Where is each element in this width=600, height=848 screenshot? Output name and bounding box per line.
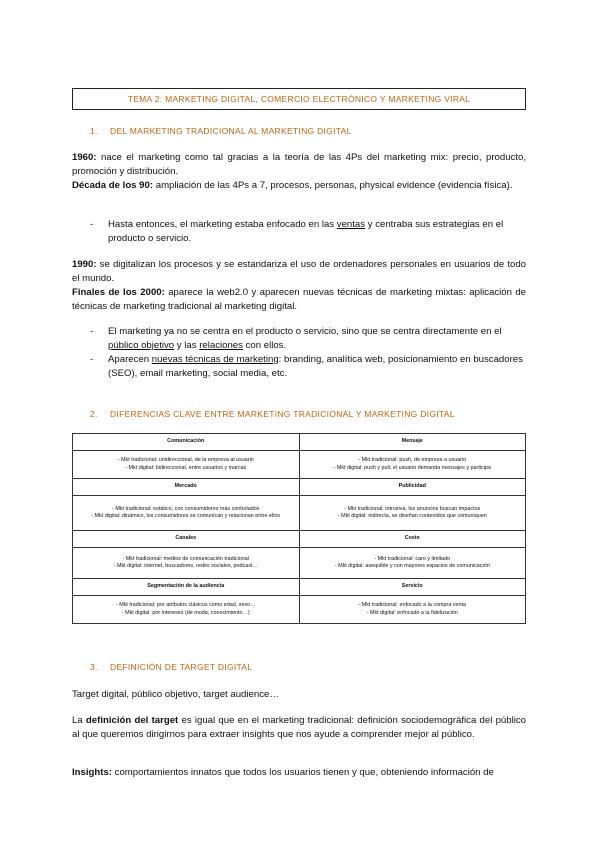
document-title-box [72,88,526,110]
paragraph-target-definition: La definición del target es igual que en el marketing tradicional: definición sociodemográfica del público al que queremos dirigirnos para extraer insights que nos ayude a comprender mejor al público. [72,715,526,740]
paragraph-2000s: Finales de los 2000: aparece la web2.0 y aparecen nuevas técnicas de marketing mixtas: aplicación de técnicas de marketing tradicional al marketing digital. [72,287,526,312]
paragraph-insights: Insights: comportamientos innatos que todos los usuarios tienen y que, obteniendo información de [72,767,494,778]
table-row [73,451,526,479]
section-heading-3: 3. DEFINICIÓN DE TARGET DIGITAL [90,662,253,672]
bullet-sales-focus: - Hasta entonces, el marketing estaba enfocado en las ventas y centraba sus estrategias en el producto o servicio. [90,219,504,244]
paragraph-90s: Década de los 90: ampliación de las 4Ps a 7, procesos, personas, physical evidence (evidencia física). [72,180,513,191]
table-cell: - Mkt tradicional: por atributos clásicos como edad, sexo… - Mkt digital: por intereses (de moda, conocimiento…) [73,596,300,624]
table-cell-header: Coste [299,531,526,548]
table-row [73,496,526,531]
bullet-audience-focus: - El marketing ya no se centra en el producto o servicio, sino que se centra directamente en el público objetivo y las relaciones con ellos. [90,326,502,351]
table-row [73,531,526,548]
table-cell: - Mkt tradicional: estático, con consumidores más controlados - Mkt digital: dinámico, los consumidores se comunican y relacionan entre ellos [73,496,300,531]
table-cell: - Mkt tradicional: push, de empresa a usuario - Mkt digital: push y pull, el usuario demanda mensajes y participa [299,451,526,479]
table-cell-header: Canales [73,531,300,548]
bullet-new-techniques: - Aparecen nuevas técnicas de marketing: branding, analítica web, posicionamiento en buscadores (SEO), email marketing, social media, etc. [90,354,523,379]
table-row [73,434,526,451]
comparison-table [72,433,526,624]
table-cell-header: Mercado [73,479,300,496]
table-cell: - Mkt tradicional: unidireccional, de la empresa al usuario - Mkt digital: bidireccional, entre usuarios y marcas [73,451,300,479]
table-row [73,579,526,596]
table-cell: - Mkt tradicional: enfocado a la compra venta - Mkt digital: enfocado a la fidelización [299,596,526,624]
section-heading-2: 2. DIFERENCIAS CLAVE ENTRE MARKETING TRADICIONAL Y MARKETING DIGITAL [90,409,455,419]
table-row [73,548,526,579]
table-cell: - Mkt tradicional: caro y limitado - Mkt digital: asequible y con mayores espacios de comunicación [299,548,526,579]
table-cell-header: Segmentación de la audiencia [73,579,300,596]
table-row [73,596,526,624]
section-heading-1: 1. DEL MARKETING TRADICIONAL AL MARKETING DIGITAL [90,126,352,136]
table-cell-header: Publicidad [299,479,526,496]
table-cell: - Mkt tradicional: intrusiva, los anuncios buscan impactos - Mkt digital: indirecta, se diseñan contenidos que comuniquen [299,496,526,531]
table-cell-header: Servicio [299,579,526,596]
table-cell: - Mkt tradicional: medios de comunicación tradicional - Mkt digital: internet, buscadores, redes sociales, podcast… [73,548,300,579]
table-cell-header: Comunicación [73,434,300,451]
paragraph-target-synonyms: Target digital, público objetivo, target audience… [72,689,279,700]
table-cell-header: Mensaje [299,434,526,451]
document-title: TEMA 2: MARKETING DIGITAL, COMERCIO ELECTRÓNICO Y MARKETING VIRAL [127,94,471,104]
paragraph-1960: 1960: nace el marketing como tal gracias a la teoría de las 4Ps del marketing mix: precio, producto, promoción y distribución. [72,152,526,177]
paragraph-1990: 1990: se digitalizan los procesos y se estandariza el uso de ordenadores personales en usuarios de todo el mundo. [72,259,526,284]
table-row [73,479,526,496]
